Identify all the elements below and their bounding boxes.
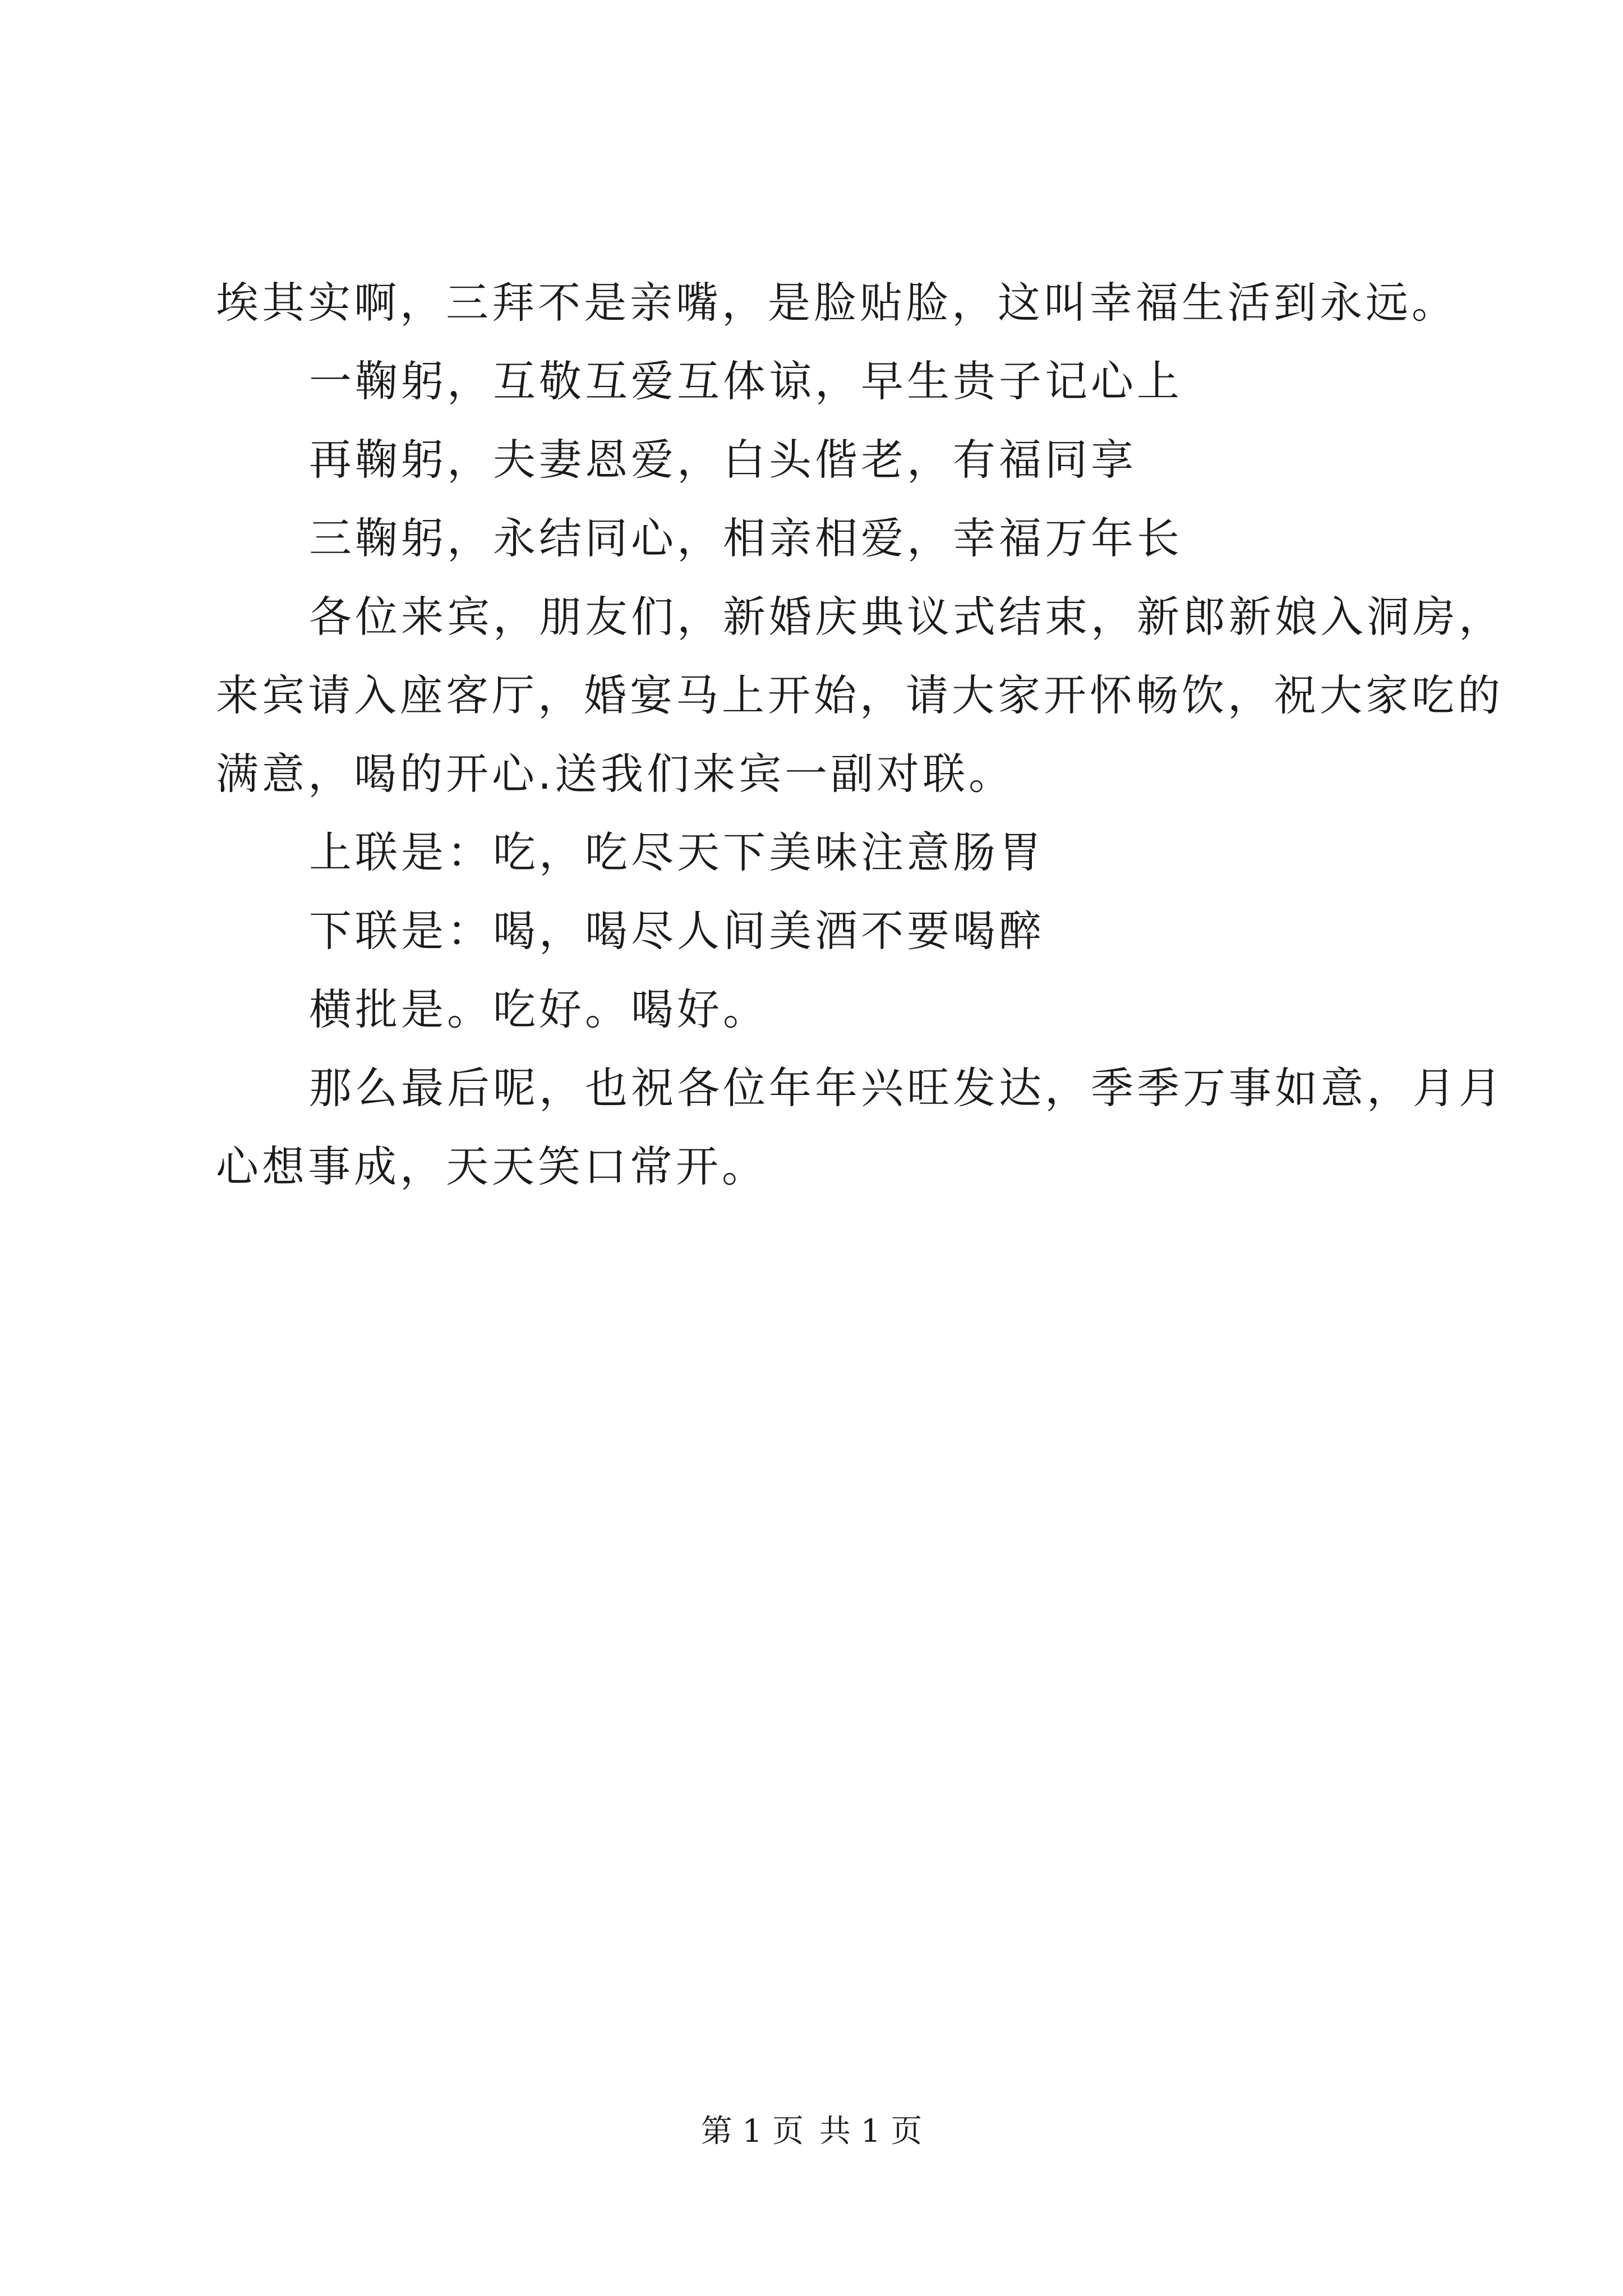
text-line: 各位来宾，朋友们，新婚庆典议式结束，新郎新娘入洞房， xyxy=(309,592,1505,642)
text-line: 那么最后呢，也祝各位年年兴旺发达，季季万事如意，月月 xyxy=(309,1063,1505,1113)
text-line: 再鞠躬，夫妻恩爱，白头偕老，有福同享 xyxy=(309,435,1137,485)
page-number: 第 1 页 xyxy=(700,2113,804,2150)
text-line: 来宾请入座客厅，婚宴马上开始，请大家开怀畅饮，祝大家吃的 xyxy=(216,670,1504,720)
text-line: 下联是：喝，喝尽人间美酒不要喝醉 xyxy=(309,906,1045,956)
page-footer xyxy=(0,2112,1623,2151)
text-line: 三鞠躬，永结同心，相亲相爱，幸福万年长 xyxy=(309,513,1183,563)
text-line: 满意，喝的开心.送我们来宾一副对联。 xyxy=(216,749,1015,799)
page-total: 共 1 页 xyxy=(819,2113,923,2150)
text-line: 心想事成，天天笑口常开。 xyxy=(216,1142,768,1191)
text-line: 埃其实啊，三拜不是亲嘴，是脸贴脸，这叫幸福生活到永远。 xyxy=(216,278,1458,328)
document-body xyxy=(216,264,1505,1206)
text-line: 横批是。吃好。喝好。 xyxy=(309,984,769,1034)
text-line: 上联是：吃，吃尽天下美味注意肠胃 xyxy=(309,827,1045,877)
text-line: 一鞠躬，互敬互爱互体谅，早生贵子记心上 xyxy=(309,356,1183,406)
